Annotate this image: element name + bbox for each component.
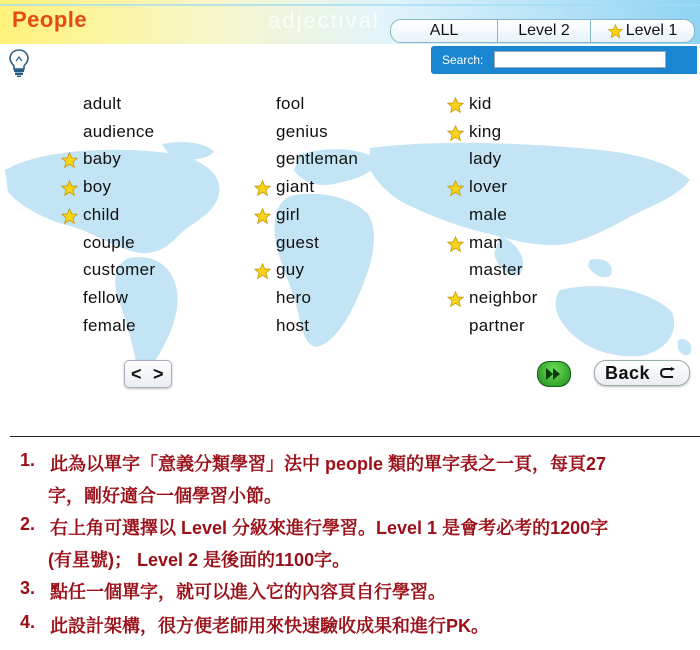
star-icon	[254, 263, 271, 280]
word-item[interactable]: guest	[276, 232, 320, 252]
word-item[interactable]: partner	[469, 315, 525, 335]
word-item[interactable]: fellow	[83, 287, 129, 307]
word-item[interactable]: man	[469, 232, 503, 252]
word-item[interactable]: master	[469, 260, 523, 280]
word-item[interactable]: king	[469, 121, 502, 141]
star-icon	[447, 97, 464, 114]
tab-level-2[interactable]	[498, 20, 591, 42]
back-arrow-icon	[659, 367, 677, 379]
tab-all-label: ALL	[429, 22, 459, 39]
note-number: 3.	[20, 578, 36, 598]
tab-level-1-label: Level 1	[625, 22, 678, 39]
word-item[interactable]: male	[469, 204, 508, 224]
star-icon	[61, 152, 78, 169]
note-number: 4.	[20, 612, 36, 632]
star-icon	[608, 24, 623, 39]
word-item[interactable]: neighbor	[469, 287, 538, 307]
word-item[interactable]: giant	[276, 177, 315, 197]
lightbulb-icon[interactable]	[8, 48, 30, 78]
star-icon	[61, 208, 78, 225]
level-tabs	[390, 19, 695, 43]
word-item[interactable]: hero	[276, 287, 312, 307]
note-text: 此為以單字「意義分類學習」法中 people 類的單字表之一頁，每頁27	[50, 454, 607, 474]
fast-forward-icon	[538, 362, 570, 386]
star-icon	[447, 125, 464, 142]
word-item[interactable]: genius	[276, 121, 328, 141]
word-item[interactable]: child	[83, 204, 120, 224]
section-divider	[10, 436, 700, 437]
back-button[interactable]	[594, 360, 690, 386]
back-button-label: Back	[605, 363, 651, 383]
tab-all[interactable]	[391, 20, 498, 42]
word-item[interactable]: lady	[469, 149, 502, 169]
header-accent-line	[0, 4, 700, 6]
arrow-right-icon[interactable]: >	[153, 364, 164, 384]
note-text: 點任一個單字，就可以進入它的內容頁自行學習。	[50, 582, 446, 602]
word-item[interactable]: audience	[83, 121, 155, 141]
word-item[interactable]: host	[276, 315, 310, 335]
note-text: 右上角可選擇以 Level 分級來進行學習。Level 1 是會考必考的1200字	[50, 518, 609, 538]
star-icon	[254, 180, 271, 197]
word-item[interactable]: boy	[83, 177, 112, 197]
word-item[interactable]: baby	[83, 149, 122, 169]
star-icon	[447, 291, 464, 308]
note-text: 此設計架構，很方便老師用來快速驗收成果和進行PK。	[50, 616, 490, 636]
header-bar	[0, 0, 700, 44]
tab-level-1[interactable]	[591, 20, 694, 42]
note-number: 1.	[20, 450, 36, 470]
star-icon	[61, 180, 78, 197]
search-bar	[431, 46, 697, 74]
word-item[interactable]: adult	[83, 94, 122, 113]
word-item[interactable]: guy	[276, 260, 305, 280]
star-icon	[447, 180, 464, 197]
word-item[interactable]: lover	[469, 177, 508, 197]
word-item[interactable]: fool	[276, 94, 305, 113]
word-item[interactable]: customer	[83, 260, 156, 280]
arrow-left-icon[interactable]: <	[131, 364, 142, 384]
page-arrows-button[interactable]	[124, 360, 172, 388]
star-icon	[254, 208, 271, 225]
word-item[interactable]: gentleman	[276, 149, 359, 169]
page-title: People	[12, 7, 88, 32]
star-icon	[447, 236, 464, 253]
search-label: Search:	[442, 53, 484, 67]
watermark-text: adjectival	[268, 8, 380, 33]
next-page-button[interactable]	[537, 361, 571, 387]
word-item[interactable]: female	[83, 315, 136, 335]
word-item[interactable]: kid	[469, 94, 492, 113]
tab-level-2-label: Level 2	[518, 22, 570, 39]
note-text: (有星號)； Level 2 是後面的1100字。	[48, 550, 351, 570]
word-item[interactable]: couple	[83, 232, 135, 252]
search-input[interactable]	[494, 51, 666, 68]
word-item[interactable]: girl	[276, 204, 300, 224]
note-text: 字，剛好適合一個學習小節。	[48, 486, 282, 506]
note-number: 2.	[20, 514, 36, 534]
